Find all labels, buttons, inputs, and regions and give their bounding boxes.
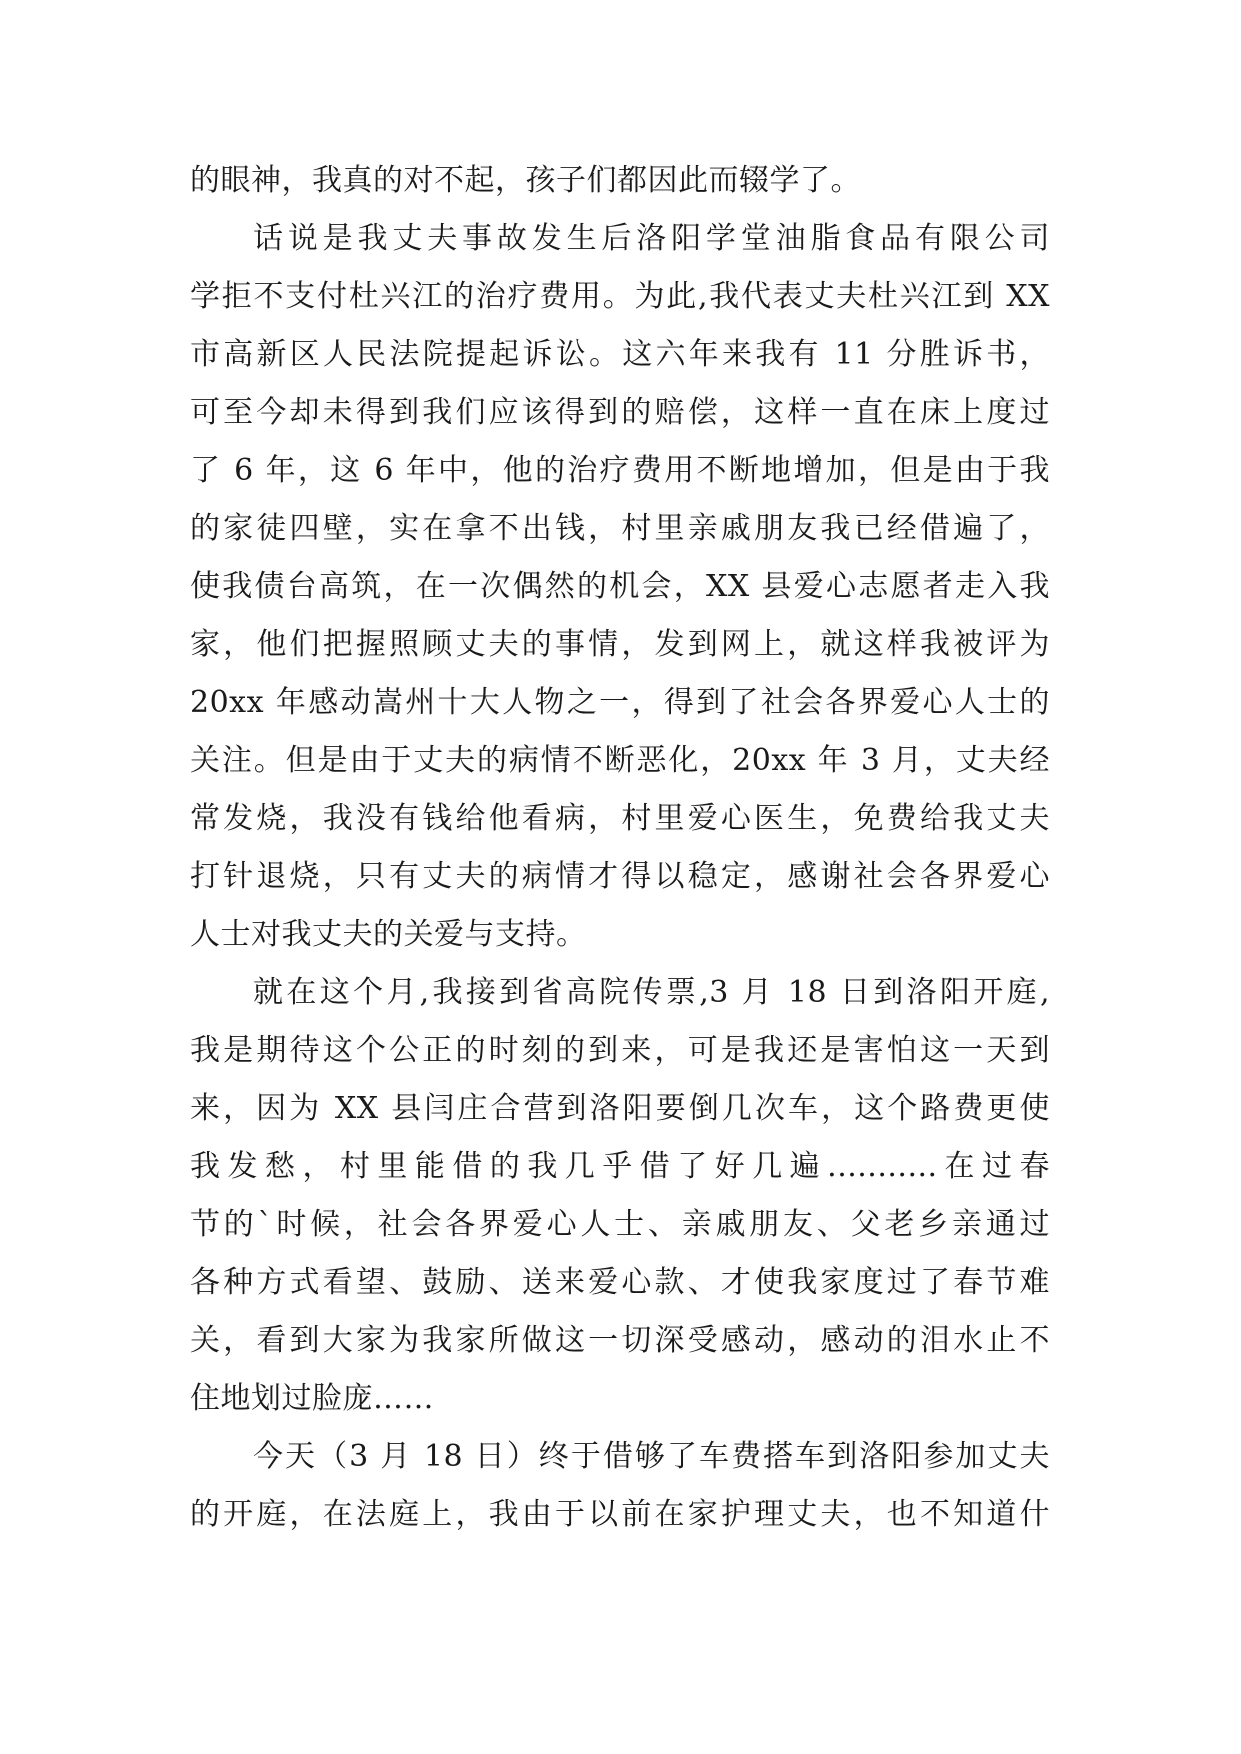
text-line: 的眼神，我真的对不起，孩子们都因此而辍学了。 <box>190 163 861 198</box>
text-line: 市高新区人民法院提起诉讼。这六年来我有 11 分胜诉书， <box>190 337 1050 372</box>
text-line: 我是期待这个公正的时刻的到来，可是我还是害怕这一天到 <box>190 1033 1050 1068</box>
text-line: 的家徒四壁，实在拿不出钱，村里亲戚朋友我已经借遍了， <box>190 511 1050 546</box>
text-line: 打针退烧，只有丈夫的病情才得以稳定，感谢社会各界爱心 <box>190 859 1050 894</box>
paragraph <box>190 964 1050 1428</box>
text-line: 人士对我丈夫的关爱与支持。 <box>190 917 587 952</box>
text-line: 关，看到大家为我家所做这一切深受感动，感动的泪水止不 <box>190 1323 1050 1358</box>
text-line: 了 6 年，这 6 年中，他的治疗费用不断地增加，但是由于我 <box>190 453 1050 488</box>
text-line: 住地划过脸庞…… <box>190 1381 434 1416</box>
text-line: 可至今却未得到我们应该得到的赔偿，这样一直在床上度过 <box>190 395 1050 430</box>
text-line: 使我债台高筑，在一次偶然的机会，XX 县爱心志愿者走入我 <box>190 569 1050 604</box>
text-line: 学拒不支付杜兴江的治疗费用。为此,我代表丈夫杜兴江到 XX <box>190 279 1050 314</box>
paragraph <box>190 210 1050 964</box>
text-line: 关注。但是由于丈夫的病情不断恶化，20xx 年 3 月，丈夫经 <box>190 743 1050 778</box>
paragraph <box>190 1428 1050 1544</box>
body-text <box>190 152 1050 1544</box>
text-line: 就在这个月,我接到省高院传票,3 月 18 日到洛阳开庭, <box>253 975 1050 1010</box>
text-line: 来，因为 XX 县闫庄合营到洛阳要倒几次车，这个路费更使 <box>190 1091 1050 1126</box>
text-line: 各种方式看望、鼓励、送来爱心款、才使我家度过了春节难 <box>190 1265 1050 1300</box>
text-line: 常发烧，我没有钱给他看病，村里爱心医生，免费给我丈夫 <box>190 801 1050 836</box>
text-line: 节的`时候，社会各界爱心人士、亲戚朋友、父老乡亲通过 <box>190 1207 1050 1242</box>
text-line: 话说是我丈夫事故发生后洛阳学堂油脂食品有限公司 <box>253 221 1050 256</box>
text-line: 家，他们把握照顾丈夫的事情，发到网上，就这样我被评为 <box>190 627 1050 662</box>
text-line: 今天（3 月 18 日）终于借够了车费搭车到洛阳参加丈夫 <box>253 1439 1050 1474</box>
text-line: 的开庭，在法庭上，我由于以前在家护理丈夫，也不知道什 <box>190 1497 1050 1532</box>
text-line: 我发愁，村里能借的我几乎借了好几遍...........在过春 <box>190 1149 1050 1184</box>
paragraph <box>190 152 1050 210</box>
text-line: 20xx 年感动嵩州十大人物之一，得到了社会各界爱心人士的 <box>190 685 1050 720</box>
